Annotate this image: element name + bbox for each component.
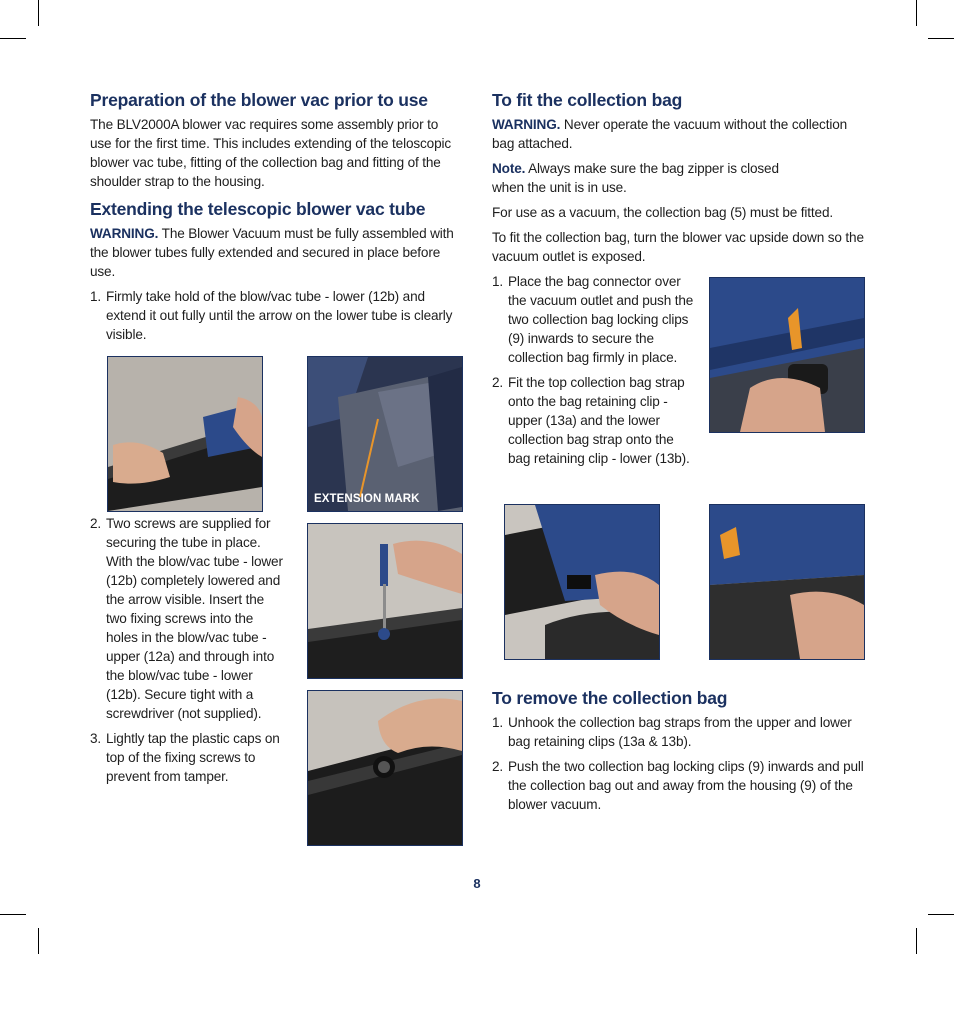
photo-strap-lower-image	[710, 505, 864, 659]
extend-steps	[90, 287, 458, 344]
step-number: 1.	[90, 289, 102, 304]
left-column	[90, 90, 458, 350]
photo-strap-upper-image	[505, 505, 659, 659]
left-steps-lower	[90, 514, 288, 792]
photo-plastic-cap	[307, 690, 463, 846]
fit-para-1: For use as a vacuum, the collection bag (5) must be fitted.	[492, 205, 833, 220]
step-text: Unhook the collection bag straps from the upper and lower bag retaining clips (13a & 13b).	[508, 715, 852, 749]
step-text: Place the bag connector over the vacuum outlet and push the two collection bag locking clips (9) inwards to secure the collection bag firmly in place.	[508, 274, 694, 365]
fit-para-2: To fit the collection bag, turn the blower vac upside down so the vacuum outlet is exposed.	[492, 230, 864, 264]
note-label: Note.	[492, 161, 526, 176]
list-item	[492, 757, 864, 814]
fit-note	[492, 159, 864, 197]
extend-heading: Extending the telescopic blower vac tube	[90, 199, 426, 219]
fit-heading: To fit the collection bag	[492, 90, 683, 110]
list-item	[90, 287, 458, 344]
step-text: Push the two collection bag locking clips (9) inwards and pull the collection bag out and away from the housing (9) of the blower vacuum.	[508, 759, 864, 812]
crop-mark	[38, 928, 39, 954]
list-item	[90, 729, 288, 786]
crop-mark	[0, 914, 26, 915]
list-item	[492, 373, 697, 468]
photo-strap-upper	[504, 504, 660, 660]
step-number: 2.	[492, 759, 504, 774]
photo-extending-tube-image	[108, 357, 262, 511]
fit-warning	[492, 115, 864, 153]
step-text: Lightly tap the plastic caps on top of the fixing screws to prevent from tamper.	[106, 731, 280, 784]
crop-mark	[0, 38, 26, 39]
photo-plastic-cap-image	[308, 691, 462, 845]
warning-label: WARNING.	[492, 117, 561, 132]
warning-label: WARNING.	[90, 226, 159, 241]
warning-text: The Blower Vacuum must be fully assembled with the blower tubes fully extended and secured in place before use.	[90, 226, 454, 279]
photo-bag-connector	[709, 277, 865, 433]
step-number: 3.	[90, 731, 102, 746]
step-number: 2.	[492, 375, 504, 390]
step-number: 2.	[90, 516, 102, 531]
note-text: Always make sure the bag zipper is closed when the unit is in use.	[492, 161, 779, 195]
step-text: Fit the top collection bag strap onto the bag retaining clip - upper (13a) and the lower collection bag strap onto the bag retaining clip - lower (13b).	[508, 375, 690, 466]
list-item	[90, 514, 288, 723]
photo-extension-mark	[307, 356, 463, 512]
crop-mark	[916, 928, 917, 954]
photo-screwdriver	[307, 523, 463, 679]
list-item	[492, 272, 697, 367]
photo-extending-tube	[107, 356, 263, 512]
list-item	[492, 713, 864, 751]
crop-mark	[928, 38, 954, 39]
photo-screwdriver-image	[308, 524, 462, 678]
page-number: 8	[473, 876, 481, 891]
extend-steps-continued	[90, 514, 288, 786]
remove-heading: To remove the collection bag	[492, 688, 728, 708]
fit-steps	[492, 272, 697, 468]
extension-mark-label: EXTENSION MARK	[314, 493, 420, 505]
remove-steps	[492, 713, 864, 814]
remove-section	[492, 688, 864, 820]
step-text: Two screws are supplied for securing the tube in place. With the blow/vac tube - lower (12b) completely lowered and the arrow visible. Insert the two fixing screws into the holes in the blow/vac tube - upper (12a) and through into the blow/vac tube - lower (12b). Secure tight with a screwdriver (not supplied).	[106, 516, 283, 721]
step-number: 1.	[492, 274, 504, 289]
photo-bag-connector-image	[710, 278, 864, 432]
step-text: Firmly take hold of the blow/vac tube - lower (12b) and extend it out fully until the arrow on the lower tube is clearly visible.	[106, 289, 453, 342]
crop-mark	[38, 0, 39, 26]
crop-mark	[916, 0, 917, 26]
warning-text: Never operate the vacuum without the collection bag attached.	[492, 117, 848, 151]
photo-strap-lower	[709, 504, 865, 660]
crop-mark	[928, 914, 954, 915]
photo-extension-mark-image	[308, 357, 462, 511]
prep-heading: Preparation of the blower vac prior to use	[90, 90, 428, 110]
prep-body: The BLV2000A blower vac requires some assembly prior to use for the first time. This includes extending of the teloscopic blower vac tube, fitting of the collection bag and fitting of the shoulder strap to the housing.	[90, 117, 451, 189]
extend-warning	[90, 224, 458, 281]
step-number: 1.	[492, 715, 504, 730]
